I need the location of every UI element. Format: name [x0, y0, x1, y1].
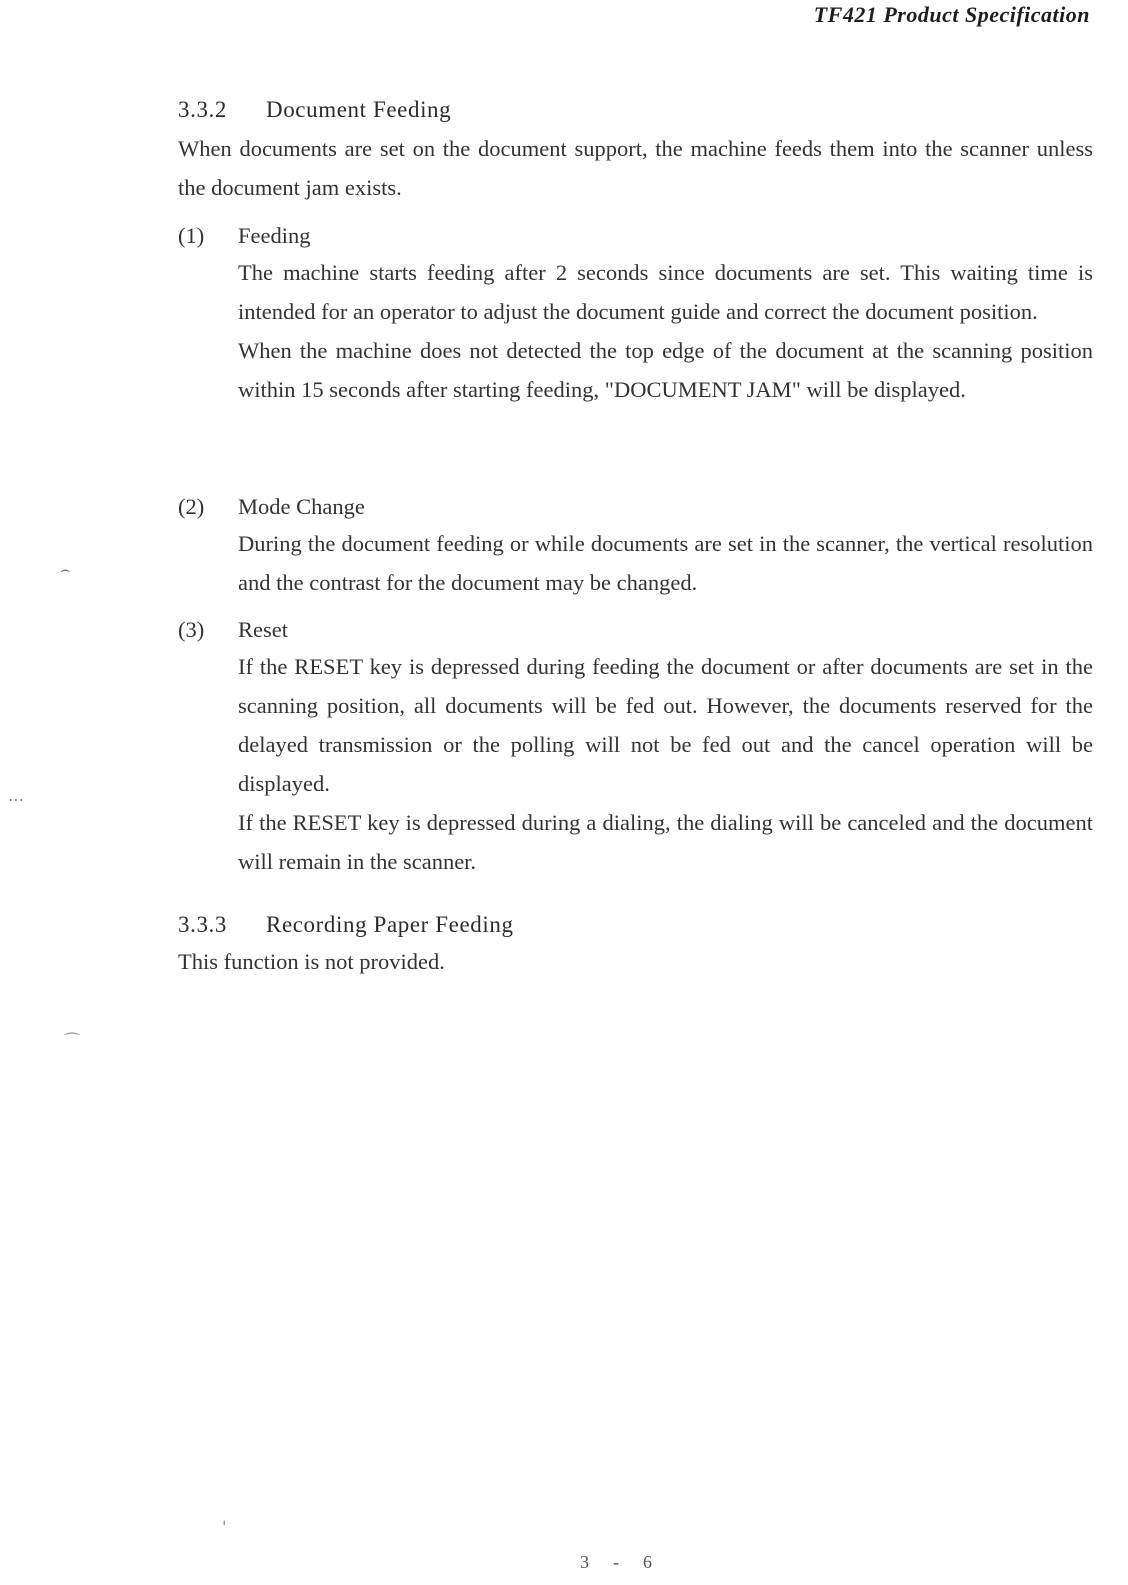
scan-speck: ⌒	[64, 1031, 81, 1050]
item-paragraph: When the machine does not detected the top edge of the document at the scanning position within 15 seconds after starting feeding, "DOCUMENT JAM" will be displayed.	[238, 338, 1093, 402]
item-body	[238, 524, 1093, 602]
running-header: TF421 Product Specification	[813, 2, 1090, 27]
section-number: 3.3.2	[178, 97, 227, 122]
item-paragraph: During the document feeding or while documents are set in the scanner, the vertical resolution and the contrast for the document may be changed.	[238, 531, 1093, 595]
item-title: Reset	[238, 617, 288, 642]
section-heading	[178, 910, 1093, 940]
section-3-3-2	[178, 95, 1093, 207]
scan-speck: ⋯	[8, 790, 24, 809]
section-intro: When documents are set on the document support, the machine feeds them into the scanner unless the document jam exists.	[178, 136, 1093, 200]
section-heading	[178, 95, 1093, 125]
item-number: (1)	[178, 223, 205, 248]
scan-speck: ˈ	[222, 1518, 227, 1537]
item-title: Feeding	[238, 223, 311, 248]
item-paragraph: The machine starts feeding after 2 seconds since documents are set. This waiting time is intended for an operator to adjust the document guide and correct the document position.	[238, 260, 1093, 324]
scan-speck: ⌢	[60, 560, 71, 579]
item-label	[178, 492, 1093, 522]
item-paragraph: If the RESET key is depressed during feeding the document or after documents are set in the scanning position, all documents will be fed out. However, the documents reserved for the delayed transmission or the polling will not be fed out and the cancel operation will be displayed.	[238, 654, 1093, 796]
item-paragraph: If the RESET key is depressed during a dialing, the dialing will be canceled and the document will remain in the scanner.	[238, 810, 1093, 874]
section-number: 3.3.3	[178, 912, 227, 937]
section-body: This function is not provided.	[178, 949, 445, 974]
item-reset	[178, 615, 1093, 881]
item-feeding	[178, 221, 1093, 409]
item-number: (3)	[178, 617, 205, 642]
item-body	[238, 253, 1093, 409]
item-label	[178, 221, 1093, 251]
item-label	[178, 615, 1093, 645]
item-number: (2)	[178, 494, 205, 519]
section-title: Document Feeding	[266, 97, 452, 122]
section-title: Recording Paper Feeding	[266, 912, 514, 937]
item-title: Mode Change	[238, 494, 365, 519]
item-mode-change	[178, 492, 1093, 602]
item-body	[238, 647, 1093, 881]
section-3-3-3	[178, 910, 1093, 981]
page-number: 3-6	[580, 1552, 676, 1572]
